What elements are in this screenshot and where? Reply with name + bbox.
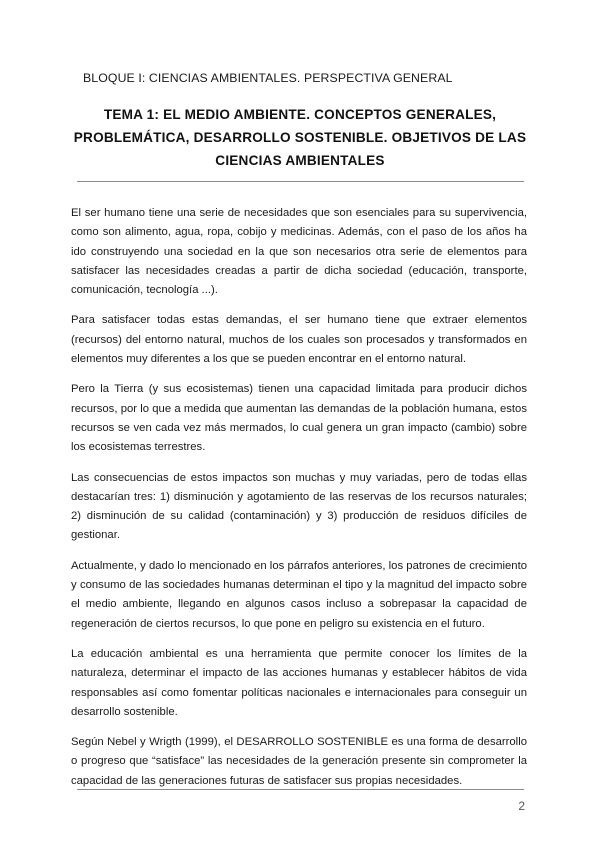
- paragraph-4: Las consecuencias de estos impactos son muchas y muy variadas, pero de todas ellas destacarían tres: 1) disminución y agotamiento de las reservas de los recursos naturales; 2) disminución de su calidad (contaminación) y 3) producción de residuos difíciles de gestionar.: [71, 471, 527, 542]
- paragraph-6: La educación ambiental es una herramienta que permite conocer los límites de la naturaleza, determinar el impacto de las acciones humanas y establecer hábitos de vida responsables así como fomentar políticas nacionales e internacionales para conseguir un desarrollo sostenible.: [71, 647, 527, 718]
- paragraph-3: Pero la Tierra (y sus ecosistemas) tienen una capacidad limitada para producir dichos recursos, por lo que a medida que aumentan las demandas de la población humana, estos recursos se ven cada vez más mermados, lo cual genera un gran impacto (cambio) sobre los ecosistemas terrestres.: [71, 383, 527, 454]
- body-text: [71, 204, 527, 802]
- footer-divider: [77, 789, 524, 790]
- page-number: 2: [518, 799, 525, 813]
- block-header: BLOQUE I: CIENCIAS AMBIENTALES. PERSPECTIVA GENERAL: [83, 71, 453, 85]
- paragraph-5: Actualmente, y dado lo mencionado en los párrafos anteriores, los patrones de crecimiento y consumo de las sociedades humanas determinan el tipo y la magnitud del impacto sobre el medio ambiente, llegando en algunos casos incluso a sobrepasar la capacidad de regeneración de ciertos recursos, lo que pone en peligro su existencia en el futuro.: [71, 559, 527, 630]
- title-divider: [77, 181, 524, 182]
- paragraph-2: Para satisfacer todas estas demandas, el ser humano tiene que extraer elementos (recursos) del entorno natural, muchos de los cuales son procesados y transformados en elementos muy diferentes a los que se pueden encontrar en el entorno natural.: [71, 314, 527, 366]
- paragraph-1: El ser humano tiene una serie de necesidades que son esenciales para su supervivencia, como son alimento, agua, ropa, cobijo y medicinas. Además, con el paso de los años ha ido construyendo una sociedad en la que son necesarios otra serie de elementos para satisfacer las necesidades creadas a partir de dicha sociedad (educación, transporte, comunicación, tecnología ...).: [71, 207, 527, 297]
- paragraph-7: Según Nebel y Wrigth (1999), el DESARROLLO SOSTENIBLE es una forma de desarrollo o progreso que “satisface” las necesidades de la generación presente sin comprometer la capacidad de las generaciones futuras de satisfacer sus propias necesidades.: [71, 736, 527, 787]
- page-title: TEMA 1: EL MEDIO AMBIENTE. CONCEPTOS GENERALES, PROBLEMÁTICA, DESARROLLO SOSTENIBLE. OBJETIVOS DE LAS CIENCIAS AMBIENTALES: [73, 107, 527, 168]
